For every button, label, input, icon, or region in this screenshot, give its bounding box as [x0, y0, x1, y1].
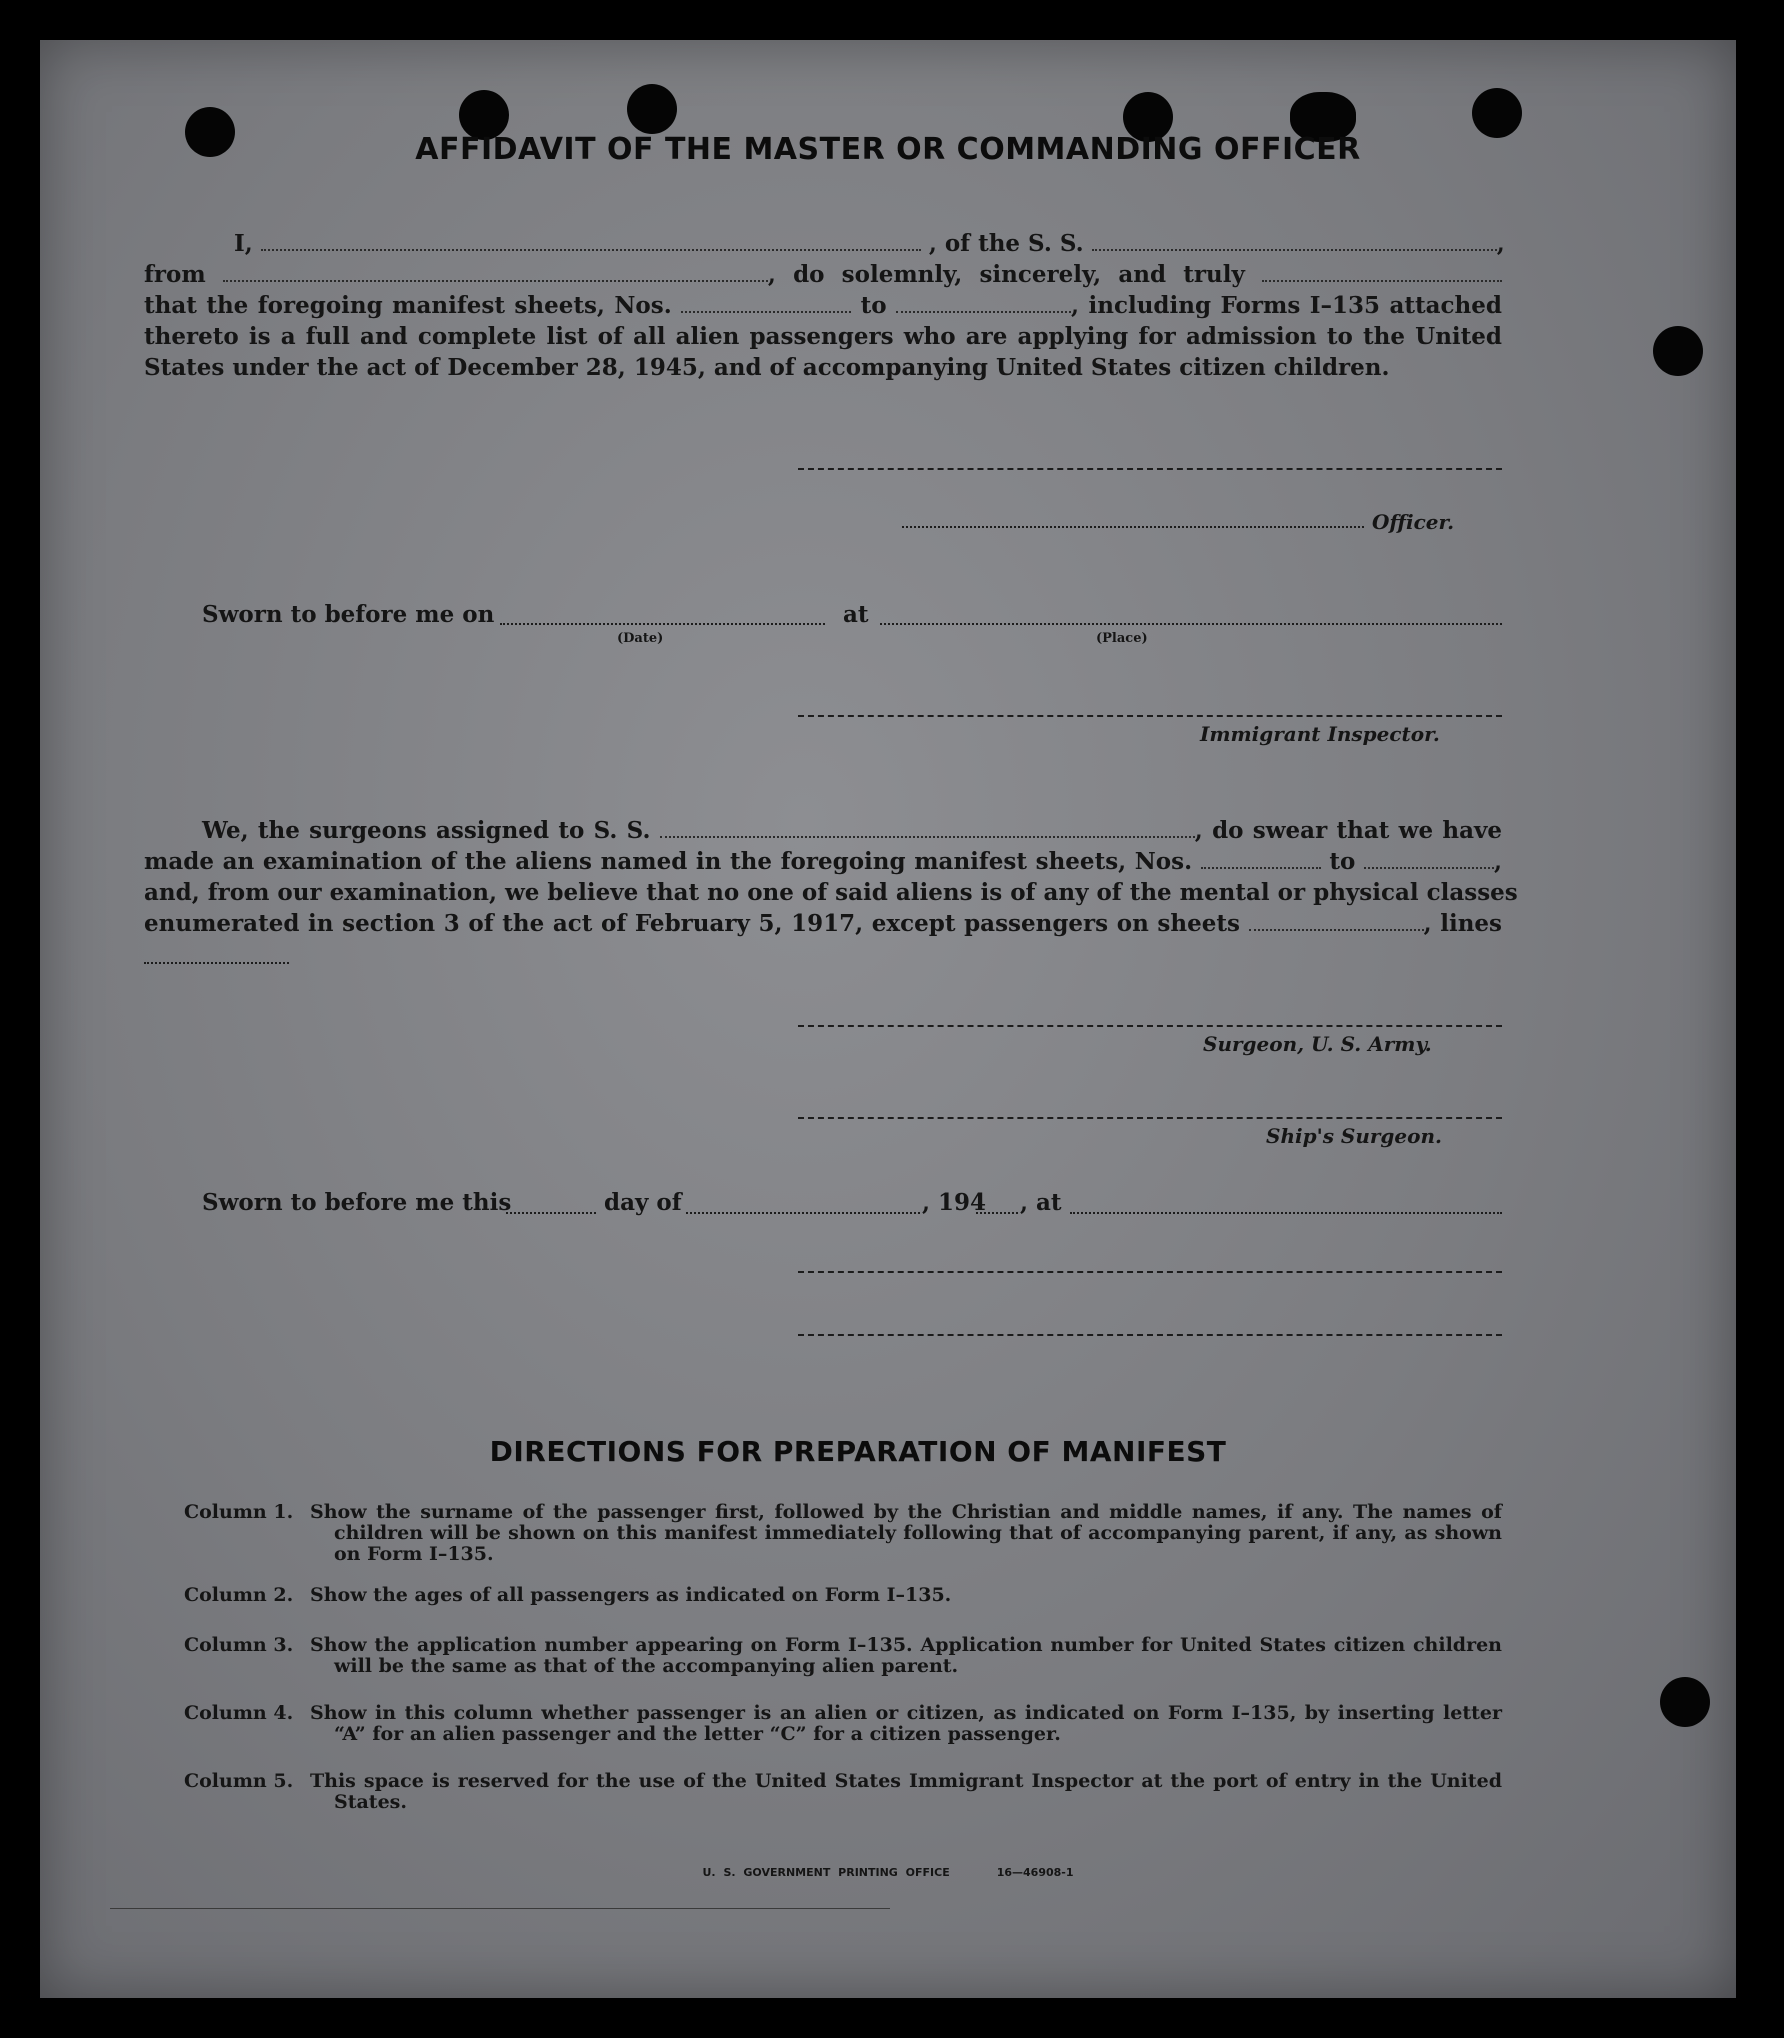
para2-line2: made an examination of the aliens named in the foregoing manifest sheets, Nos. to ,	[144, 848, 1503, 875]
sworn2-month-field[interactable]	[686, 1212, 920, 1214]
form-code: 16—46908-1	[996, 1866, 1074, 1879]
para1-line3: that the foregoing manifest sheets, Nos. to , including Forms I–135 attached	[144, 292, 1502, 319]
place-caption: (Place)	[1096, 631, 1148, 646]
sworn-date-text: Sworn to before me on	[202, 601, 495, 628]
sworn2-text: Sworn to before me this	[202, 1189, 512, 1216]
para2-line1: We, the surgeons assigned to S. S. , do swear that we have	[202, 817, 1502, 844]
para1-line4: thereto is a full and complete list of all alien passengers who are applying for admission to the United	[144, 323, 1502, 350]
inspector-signature-line[interactable]	[798, 715, 1502, 717]
para1-line5: States under the act of December 28, 1945, and of accompanying United States citizen children.	[144, 354, 1390, 381]
sworn-place-field[interactable]	[880, 623, 1502, 625]
officer-title-line[interactable]	[902, 526, 1364, 528]
sworn2-at-text: , at	[1020, 1189, 1062, 1216]
sheets-from-field[interactable]	[681, 293, 851, 313]
direction-item: Column 1. Show the surname of the passenger first, followed by the Christian and middle names, if any. The names of children will be shown on this manifest immediately following that of accompanying parent, if any, as shown on Form I–135.	[184, 1501, 1502, 1565]
affirm-field[interactable]	[1262, 262, 1502, 282]
name-field[interactable]	[261, 231, 921, 251]
direction-item: Column 2. Show the ages of all passengers as indicated on Form I–135.	[184, 1584, 952, 1606]
ship-surgeon-label: Ship's Surgeon.	[1266, 1124, 1442, 1148]
inspector-label: Immigrant Inspector.	[1200, 722, 1440, 746]
exam-sheets-from-field[interactable]	[1201, 849, 1321, 869]
sworn2-year-text: , 194	[922, 1189, 987, 1216]
printer-footer	[40, 1866, 1736, 1879]
punch-hole	[1472, 88, 1522, 138]
officer-signature-line[interactable]	[798, 468, 1502, 470]
ship-surgeon-signature-line[interactable]	[798, 1117, 1502, 1119]
ship-name-field[interactable]	[1092, 231, 1497, 251]
punch-hole	[1660, 1677, 1710, 1727]
date-caption: (Date)	[617, 631, 664, 646]
direction-item: Column 3. Show the application number appearing on Form I–135. Application number for United States citizen children will be the same as that of the accompanying alien parent.	[184, 1634, 1502, 1677]
punch-hole	[1653, 326, 1703, 376]
from-field[interactable]	[223, 262, 768, 282]
affidavit-title: AFFIDAVIT OF THE MASTER OR COMMANDING OFFICER	[415, 132, 1361, 167]
direction-item: Column 4. Show in this column whether passenger is an alien or citizen, as indicated on Form I–135, by inserting letter “A” for an alien passenger and the letter “C” for a citizen passenger.	[184, 1702, 1502, 1745]
army-surgeon-signature-line[interactable]	[798, 1025, 1502, 1027]
direction-item: Column 5. This space is reserved for the use of the United States Immigrant Inspector at the port of entry in the United States.	[184, 1770, 1502, 1813]
punch-hole	[627, 84, 677, 134]
lines-field[interactable]	[144, 962, 289, 964]
sworn2-title-line[interactable]	[798, 1334, 1502, 1336]
sheets-to-field[interactable]	[896, 293, 1071, 313]
army-surgeon-label: Surgeon, U. S. Army.	[1203, 1032, 1432, 1056]
sworn2-year-field[interactable]	[976, 1212, 1018, 1214]
officer-label: Officer.	[1372, 510, 1455, 534]
para2-line4: enumerated in section 3 of the act of February 5, 1917, except passengers on sheets , lines	[144, 910, 1503, 937]
directions-title: DIRECTIONS FOR PREPARATION OF MANIFEST	[489, 1435, 1227, 1468]
surgeon-ship-field[interactable]	[660, 818, 1195, 838]
sworn-date-field[interactable]	[500, 623, 825, 625]
printer-name: U. S. GOVERNMENT PRINTING OFFICE	[702, 1866, 950, 1879]
exam-sheets-to-field[interactable]	[1364, 849, 1494, 869]
sworn2-day-field[interactable]	[506, 1212, 596, 1214]
sworn2-place-field[interactable]	[1070, 1212, 1502, 1214]
except-sheets-field[interactable]	[1249, 911, 1424, 931]
sworn-at-text: at	[843, 601, 869, 628]
bottom-edge-line	[110, 1908, 890, 1909]
document-sheet	[40, 40, 1736, 1998]
sworn2-signature-line[interactable]	[798, 1271, 1502, 1273]
para1-line1: I, , of the S. S. ,	[234, 230, 1505, 257]
para2-line3: and, from our examination, we believe that no one of said aliens is of any of the mental or physical classes	[144, 879, 1518, 906]
sworn2-dayof-text: day of	[604, 1189, 682, 1216]
para1-line2: from , do solemnly, sincerely, and truly	[144, 259, 1502, 290]
